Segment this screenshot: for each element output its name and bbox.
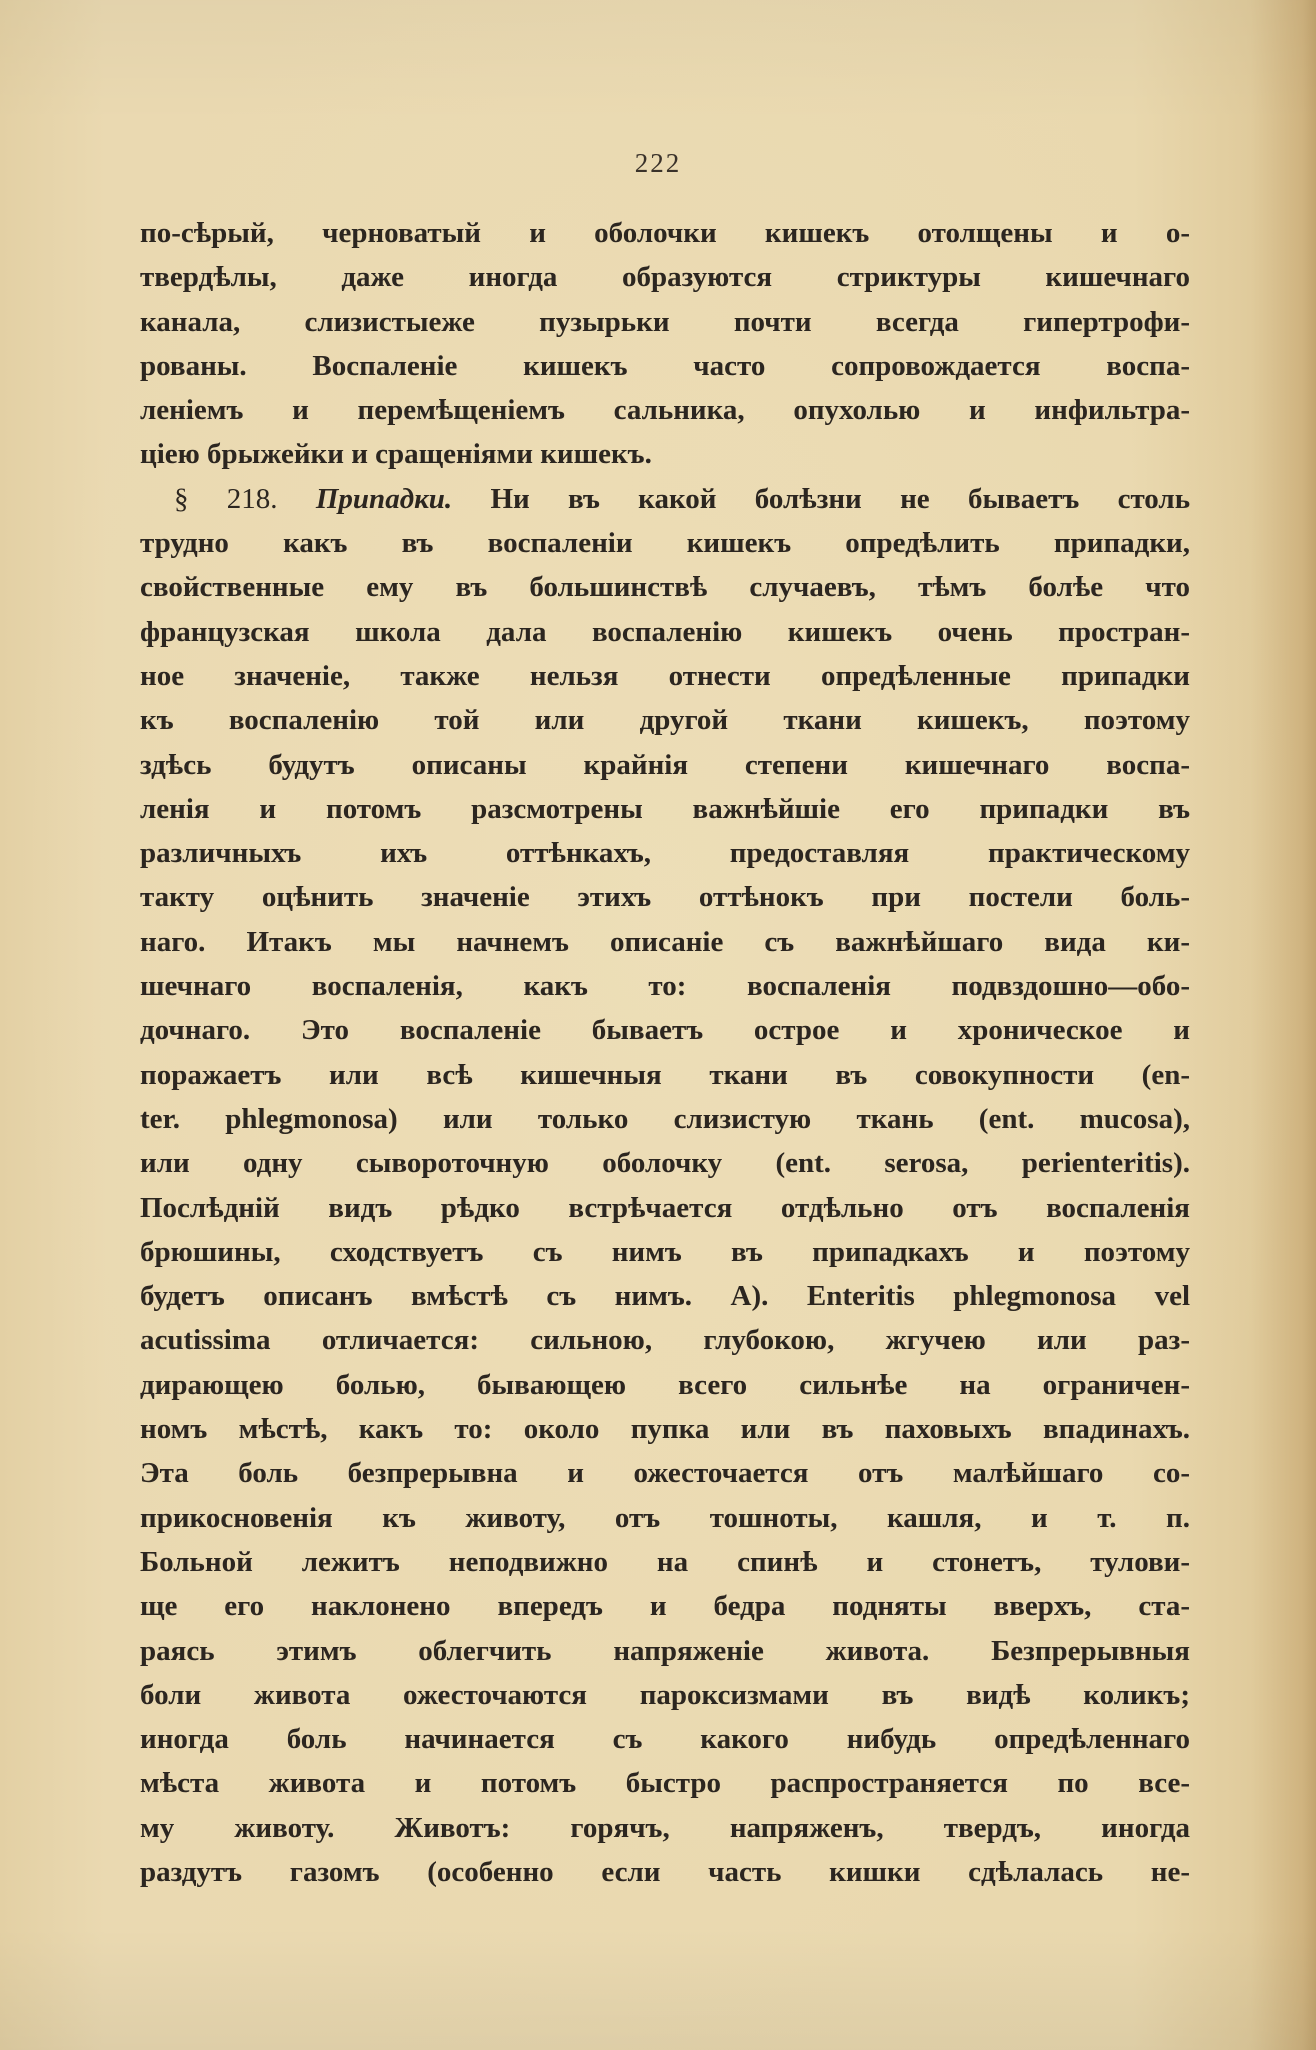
text-line: ще его наклонено впередъ и бедра подняты вверхъ, ста- xyxy=(140,1590,1190,1623)
text-line: различныхъ ихъ оттѣнкахъ, предоставляя практическому xyxy=(140,837,1190,870)
text-line: мѣста живота и потомъ быстро распространяется по все- xyxy=(140,1767,1190,1800)
text-line: наго. Итакъ мы начнемъ описаніе съ важнѣйшаго вида ки- xyxy=(140,925,1190,958)
text-line: дочнаго. Это воспаленіе бываетъ острое и хроническое и xyxy=(140,1014,1190,1047)
text-line: свойственные ему въ большинствѣ случаевъ, тѣмъ болѣе что xyxy=(140,571,1190,604)
text-line: ціею брыжейки и сращеніями кишекъ. xyxy=(140,438,652,471)
text-line: иногда боль начинается съ какого нибудь опредѣленнаго xyxy=(140,1723,1190,1756)
text-line: брюшины, сходствуетъ съ нимъ въ припадкахъ и поэтому xyxy=(140,1235,1190,1268)
text-line: или одну сывороточную оболочку (ent. serosa, perienteritis). xyxy=(140,1147,1190,1180)
text-line: Больной лежитъ неподвижно на спинѣ и стонетъ, тулови- xyxy=(140,1545,1190,1578)
text-line: Послѣдній видъ рѣдко встрѣчается отдѣльно отъ воспаленія xyxy=(140,1191,1190,1224)
text-line: ter. phlegmonosa) или только слизистую ткань (ent. mucosa), xyxy=(140,1102,1190,1135)
text-line: такту оцѣнить значеніе этихъ оттѣнокъ при постели боль- xyxy=(140,881,1190,914)
text-line: къ воспаленію той или другой ткани кишекъ, поэтому xyxy=(140,704,1190,737)
text-line: прикосновенія къ животу, отъ тошноты, кашля, и т. п. xyxy=(140,1501,1190,1534)
text-line: твердѣлы, даже иногда образуются стриктуры кишечнаго xyxy=(140,261,1190,294)
text-line: по-сѣрый, черноватый и оболочки кишекъ отолщены и о- xyxy=(140,217,1190,249)
text-line: Эта боль безпрерывна и ожесточается отъ малѣйшаго со- xyxy=(140,1457,1190,1490)
text-line: леніемъ и перемѣщеніемъ сальника, опухолью и инфильтра- xyxy=(140,394,1190,427)
paragraph-1 xyxy=(140,211,1190,477)
text-line: acutissima отличается: сильною, глубокою, жгучею или раз- xyxy=(140,1324,1190,1357)
text-line: раздутъ газомъ (особенно если часть кишки сдѣлалась не- xyxy=(140,1855,1190,1888)
text-body xyxy=(140,211,1190,1894)
text-line: номъ мѣстѣ, какъ то: около пупка или въ паховыхъ впадинахъ. xyxy=(140,1413,1190,1446)
text-line: рованы. Воспаленіе кишекъ часто сопровождается воспа- xyxy=(140,349,1190,382)
section-first-line-text: Ни въ какой болѣзни не бываетъ столь xyxy=(490,482,1190,515)
page-number: 222 xyxy=(634,148,682,178)
section-first-line xyxy=(140,477,1190,521)
text-line: шечнаго воспаленія, какъ то: воспаленія подвздошно—обо- xyxy=(140,970,1190,1003)
text-line: дирающею болью, бывающею всего сильнѣе на ограничен- xyxy=(140,1368,1190,1401)
section-number: § 218. xyxy=(174,482,278,515)
text-line: будетъ описанъ вмѣстѣ съ нимъ. A). Enteritis phlegmonosa vel xyxy=(140,1280,1190,1313)
text-line: трудно какъ въ воспаленіи кишекъ опредѣлить припадки, xyxy=(140,527,1190,560)
text-line: раясь этимъ облегчить напряженіе живота. Безпрерывныя xyxy=(140,1634,1190,1667)
text-line: ное значеніе, также нельзя отнести опредѣленные припадки xyxy=(140,659,1190,692)
section-heading: Припадки. xyxy=(315,482,453,515)
text-line: канала, слизистыеже пузырьки почти всегда гипертрофи- xyxy=(140,305,1190,338)
text-line: французская школа дала воспаленію кишекъ очень простран- xyxy=(140,615,1190,648)
text-line: ленія и потомъ разсмотрены важнѣйшіе его припадки въ xyxy=(140,792,1190,825)
text-line: поражаетъ или всѣ кишечныя ткани въ совокупности (en- xyxy=(140,1058,1190,1091)
text-line: му животу. Животъ: горячъ, напряженъ, твердъ, иногда xyxy=(140,1811,1190,1844)
text-line: боли живота ожесточаются пароксизмами въ видѣ коликъ; xyxy=(140,1678,1190,1711)
paragraph-2 xyxy=(140,477,1190,1895)
text-line: здѣсь будутъ описаны крайнія степени кишечнаго воспа- xyxy=(140,748,1190,781)
